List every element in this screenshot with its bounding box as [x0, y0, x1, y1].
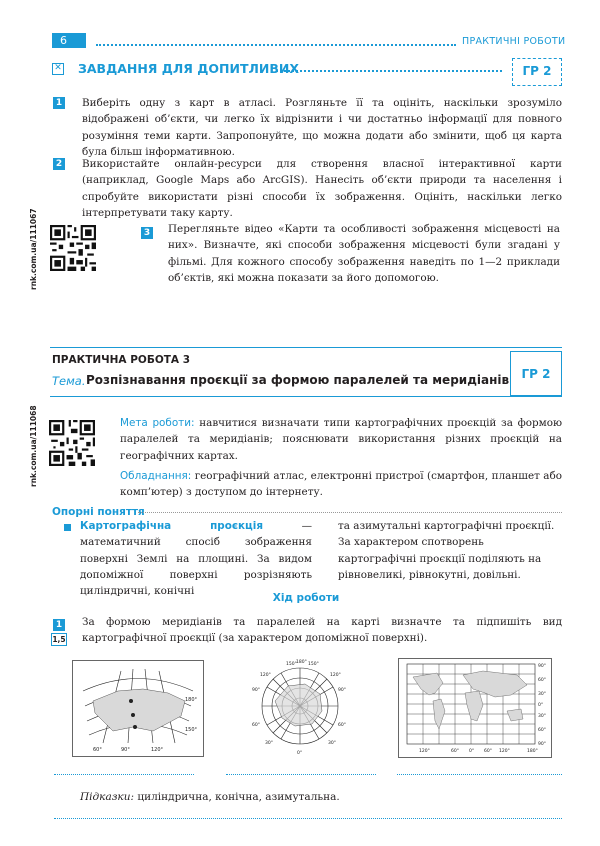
map-label: 0° — [297, 751, 303, 756]
map-label: 90° — [121, 747, 130, 753]
map-label: 150° — [185, 727, 198, 733]
map-label: 60° — [538, 728, 546, 733]
bullet-square-icon — [64, 524, 71, 531]
answer-line[interactable] — [397, 774, 562, 775]
map-label: 90° — [252, 688, 260, 693]
task-title-divider — [276, 70, 502, 72]
map-label: 60° — [538, 678, 546, 683]
map-label: 120° — [419, 749, 430, 754]
practical-work-title: ПРАКТИЧНА РОБОТА 3 — [52, 354, 190, 366]
map-label: 120° — [330, 673, 341, 678]
level-badge: ГР 2 — [512, 58, 562, 86]
task-points: 1,5 — [52, 635, 66, 644]
map-label: 150° — [286, 662, 297, 667]
level-badge: ГР 2 — [510, 351, 562, 396]
theme-label: Тема. — [52, 374, 86, 388]
map-label: 150° — [308, 662, 319, 667]
map-label: 30° — [538, 692, 546, 697]
task-text: Перегляньте відео «Карти та особливості зображення місцевості на них». Визначте, які способи зображення місцевості були згадані у фільмі. Для кожного способу зображення наведіть по 1—2 приклади об’єктів, які можна показати за його допомогою. — [168, 223, 560, 284]
task-number: 1 — [53, 97, 65, 109]
task-block-title: ЗАВДАННЯ ДЛЯ ДОПИТЛИВИХ — [78, 61, 299, 76]
task-text: Виберіть одну з карт в атласі. Розгляньте її та оцініть, наскільки зрозуміло відображені об’єкти, чи легко їх відрізнити і чи достатньо інформації для повного розуміння теми карти. Запропонуйте, що можна додати або змінити, щоб ця карта була більш інформативною. — [82, 97, 562, 158]
map-label: 0° — [538, 703, 544, 708]
hint-paragraph — [80, 791, 340, 803]
section-title: ПРАКТИЧНІ РОБОТИ — [462, 36, 566, 47]
concept-term: Картографічна проєкція — [80, 520, 263, 532]
goal-text: навчитися визначати типи картографічних проєкцій за формою паралелей та меридіанів; пояснювати використання різних проєкцій на географічних картах. — [120, 417, 563, 462]
map-label: 120° — [499, 749, 510, 754]
task-number: 3 — [141, 227, 153, 239]
hint-label: Підказки: — [80, 791, 134, 803]
azimuthal-projection-map — [250, 656, 350, 756]
header-divider — [96, 44, 456, 46]
map-label: 60° — [338, 723, 346, 728]
answer-line[interactable] — [54, 774, 194, 775]
map-label: 60° — [451, 749, 459, 754]
map-label: 180° — [296, 660, 307, 665]
checkbox-x-icon: ✕ — [52, 63, 64, 75]
qr-link-text: rnk.com.ua/111068 — [29, 405, 38, 487]
map-label: 90° — [338, 688, 346, 693]
hint-divider — [54, 818, 562, 819]
answer-line[interactable] — [226, 774, 376, 775]
map-label: 60° — [93, 747, 102, 753]
conic-projection-map — [72, 660, 204, 757]
concept-text-2: та азимутальні картографічні проєкції. За характером спотворень картографічні проєкції поділяють на рівновеликі, рівнокутні, довільні. — [338, 520, 555, 581]
qr-code[interactable] — [50, 225, 96, 271]
concept-text-1: — математичний спосіб зображення поверхні Землі на площині. За видом допоміжної поверхні розрізняють циліндричні, конічні — [80, 520, 312, 598]
goal-paragraph — [120, 415, 562, 464]
equipment-paragraph — [120, 468, 562, 501]
task-text: За формою меридіанів та паралелей на карті визначте та підпишіть вид картографічної проєкції (за характером допоміжної поверхні). — [82, 616, 562, 645]
equipment-label: Обладнання: — [120, 470, 192, 482]
task-text: Використайте онлайн-ресурси для створення власної інтерактивної карти (наприклад, Google Maps або ArcGIS). Нанесіть об’єкти природи та населення і спробуйте використати різні способи їх зображення. Оцініть, наскільки легко інтерпретувати таку карту. — [82, 158, 562, 219]
map-label: 30° — [538, 714, 546, 719]
concepts-divider — [138, 512, 562, 513]
hint-text: циліндрична, конічна, азимутальна. — [137, 791, 340, 803]
map-label: 30° — [328, 741, 336, 746]
map-label: 60° — [484, 749, 492, 754]
map-label: 90° — [538, 742, 546, 747]
map-label: 120° — [260, 673, 271, 678]
map-label: 180° — [185, 697, 198, 703]
task-number: 2 — [53, 158, 65, 170]
map-label: 60° — [252, 723, 260, 728]
goal-label: Мета роботи: — [120, 417, 195, 429]
qr-code[interactable] — [49, 420, 95, 466]
task-number: 1 — [53, 619, 65, 631]
cylindrical-projection-map — [398, 658, 552, 758]
concepts-title: Опорні поняття — [52, 506, 145, 518]
practical-work-top-border — [50, 347, 562, 348]
concept-definition-col1 — [80, 518, 312, 599]
page-number: 6 — [52, 33, 86, 48]
qr-link-text: rnk.com.ua/111067 — [29, 208, 38, 290]
equipment-text: географічний атлас, електронні пристрої (смартфон, планшет або комп’ютер) з доступом до інтернету. — [120, 470, 562, 499]
map-label: 90° — [538, 664, 546, 669]
theme-text: Розпізнавання проєкції за формою паралелей та меридіанів — [86, 373, 510, 387]
map-label: 180° — [527, 749, 538, 754]
map-label: 0° — [469, 749, 475, 754]
progress-title: Хід роботи — [272, 592, 340, 604]
map-label: 120° — [151, 747, 164, 753]
practical-work-bottom-border — [50, 396, 562, 397]
map-label: 30° — [265, 741, 273, 746]
